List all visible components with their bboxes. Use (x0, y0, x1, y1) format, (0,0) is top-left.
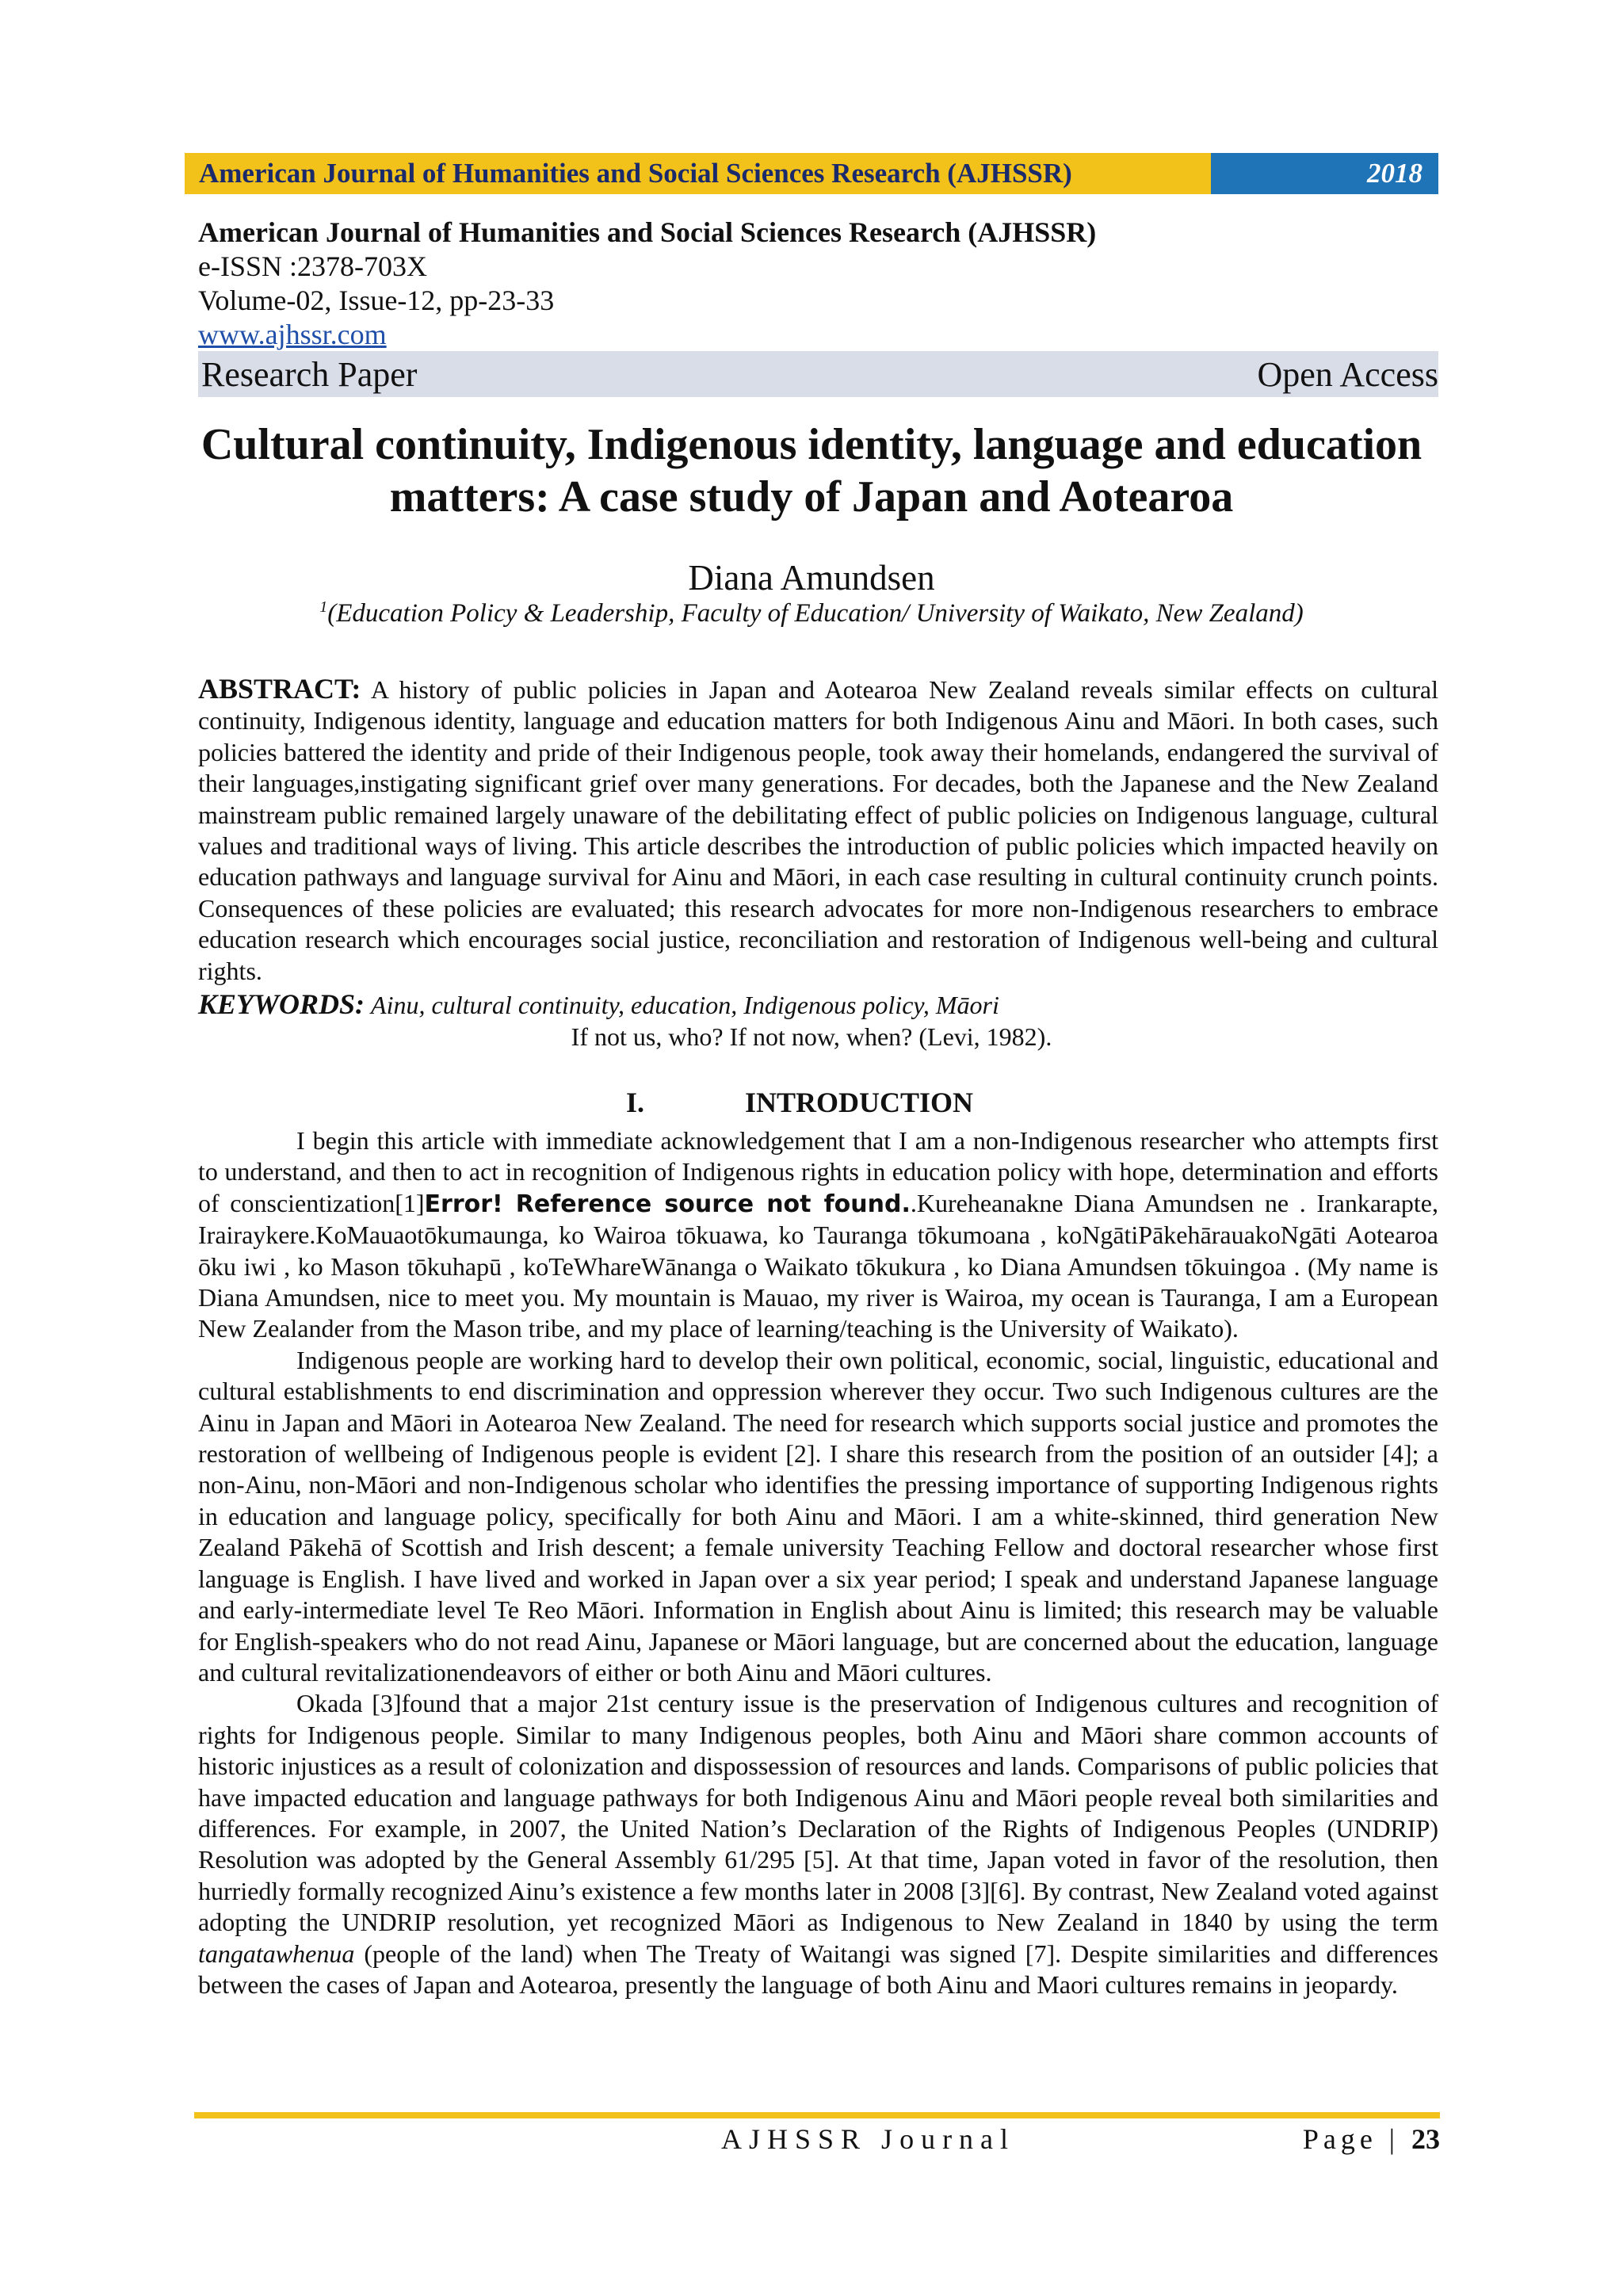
page-footer (194, 2122, 1440, 2162)
intro-p1-text-b: .Kureheanakne Diana Amundsen ne . Irankarapte, Irairaykere.KoMauaotōkumaunga, ko Wairoa tōkuawa, ko Tauranga tōkumoana , koNgātiPākehārauakoNgāti Aotearoa ōku iwi , ko Mason tōkuhapū , koTeWhareWānanga o Waikato tōkukura , ko Diana Amundsen tōkuingoa . (My name is Diana Amundsen, nice to meet you. My mountain is Mauao, my river is Wairoa, my ocean is Tauranga, I am a European New Zealander from the Mason tribe, and my place of learning/teaching is the University of Waikato). (198, 1188, 1439, 1343)
footer-divider (194, 2112, 1440, 2118)
intro-p3-text-b: (people of the land) when The Treaty of Waitangi was signed [7]. Despite similarities and differences between the cases of Japan and Aotearoa, presently the language of both Ainu and Maori cultures remains in jeopardy. (198, 1939, 1438, 1999)
journal-issn: e-ISSN :2378-703X (198, 250, 427, 282)
intro-p3-term: tangatawhenua (198, 1939, 355, 1968)
section-title: INTRODUCTION (745, 1087, 974, 1118)
footer-journal: AJHSSR Journal (721, 2123, 1016, 2155)
affiliation-text: (Education Policy & Leadership, Faculty of Education/ University of Waikato, New Zealand) (327, 599, 1304, 628)
intro-paragraph-2: Indigenous people are working hard to develop their own political, economic, social, linguistic, educational and cultural establishments to end discrimination and oppression wherever they occur. Two such Indigenous cultures are the Ainu in Japan and Māori in Aotearoa New Zealand. The need for research which supports social justice and promotes the restoration of wellbeing of Indigenous people is evident [2]. I share this research from the position of an outsider [4]; a non-Ainu, non-Māori and non-Indigenous scholar who identifies the pressing importance of supporting Indigenous rights in education and language policy, specifically for both Ainu and Māori. I am a white-skinned, third generation New Zealand Pākehā of Scottish and Irish descent; a female university Teaching Fellow and doctoral researcher whose first language is English. I have lived and worked in Japan over a six year period; I speak and understand Japanese language and early-intermediate level Te Reo Māori. Information in English about Ainu is limited; this research may be valuable for English-speakers who do not read Ainu, Japanese or Māori language, but are concerned about the education, language and cultural revitalizationendeavors of either or both Ainu and Māori cultures. (198, 1345, 1438, 1687)
journal-header-band (185, 153, 1438, 194)
section-number: I. (626, 1087, 645, 1118)
keywords-label: KEYWORDS: (198, 988, 365, 1020)
journal-website-link[interactable]: www.ajhssr.com (198, 319, 387, 350)
abstract-label: ABSTRACT: (198, 673, 361, 705)
footer-page-label: Page | (1302, 2123, 1400, 2155)
journal-volume: Volume-02, Issue-12, pp-23-33 (198, 285, 555, 316)
footer-page-number: 23 (1411, 2123, 1440, 2155)
intro-p3-text-a: Okada [3]found that a major 21st century issue is the preservation of Indigenous cultures and recognition of rights for Indigenous people. Similar to many Indigenous peoples, both Ainu and Māori share common accounts of historic injustices as a result of colonization and dispossession of resources and lands. Comparisons of public policies that have impacted education and language pathways for both Indigenous Ainu and Māori people reveal both similarities and differences. For example, in 2007, the United Nation’s Declaration of the Rights of Indigenous Peoples (UNDRIP) Resolution was adopted by the General Assembly 61/295 [5]. At that time, Japan voted in favor of the resolution, then hurriedly formally recognized Ainu’s existence a few months later in 2008 [3][6]. By contrast, New Zealand voted against adopting the UNDRIP resolution, yet recognized Māori as Indigenous to New Zealand in 1840 by using the term (198, 1689, 1438, 1937)
intro-paragraph-1 (198, 1125, 1438, 1345)
epigraph: If not us, who? If not now, when? (Levi, 1982). (571, 1022, 1052, 1051)
keywords (198, 988, 1438, 1021)
journal-header-year: 2018 (1211, 153, 1438, 194)
reference-error-text: Error! Reference source not found. (424, 1190, 911, 1218)
footer-page (1303, 2122, 1440, 2156)
author-name: Diana Amundsen (688, 558, 935, 598)
author-affiliation (185, 598, 1438, 628)
affiliation-marker: 1 (319, 598, 328, 616)
paper-title (185, 418, 1438, 523)
paper-title-line-2: matters: A case study of Japan and Aotearoa (389, 472, 1234, 521)
journal-meta (198, 216, 1096, 352)
journal-header-name: American Journal of Humanities and Social Sciences Research (AJHSSR) (185, 153, 1211, 194)
open-access-label: Open Access (1257, 354, 1438, 394)
intro-p1-text-a: I begin this article with immediate acknowledgement that I am a non-Indigenous researcher who attempts first to understand, and then to act in recognition of Indigenous rights in education policy with hope, determination and efforts of conscientization[1] (198, 1126, 1438, 1217)
paper-type-label: Research Paper (201, 354, 418, 394)
abstract-text: A history of public policies in Japan and Aotearoa New Zealand reveals similar effects on cultural continuity, Indigenous identity, language and education matters for both Indigenous Ainu and Māori. In both cases, such policies battered the identity and pride of their Indigenous people, took away their homelands, endangered the survival of their languages,instigating significant grief over many generations. For decades, both the Japanese and the New Zealand mainstream public remained largely unaware of the debilitating effect of public policies on Indigenous language, cultural values and traditional ways of living. This article describes the introduction of public policies which impacted heavily on education pathways and language survival for Ainu and Māori, in each case resulting in cultural continuity crunch points. Consequences of these policies are evaluated; this research advocates for more non-Indigenous researchers to embrace education research which encourages social justice, reconciliation and restoration of Indigenous well-being and cultural rights. (198, 675, 1439, 985)
keywords-text: Ainu, cultural continuity, education, Indigenous policy, Māori (371, 991, 999, 1019)
paper-title-line-1: Cultural continuity, Indigenous identity, language and education (200, 420, 1423, 469)
journal-title: American Journal of Humanities and Social Sciences Research (AJHSSR) (198, 216, 1097, 248)
section-heading-introduction (626, 1086, 973, 1119)
introduction-body (198, 1125, 1438, 2000)
abstract (198, 674, 1438, 987)
paper-type-bar (198, 351, 1438, 397)
intro-paragraph-3 (198, 1688, 1438, 2000)
